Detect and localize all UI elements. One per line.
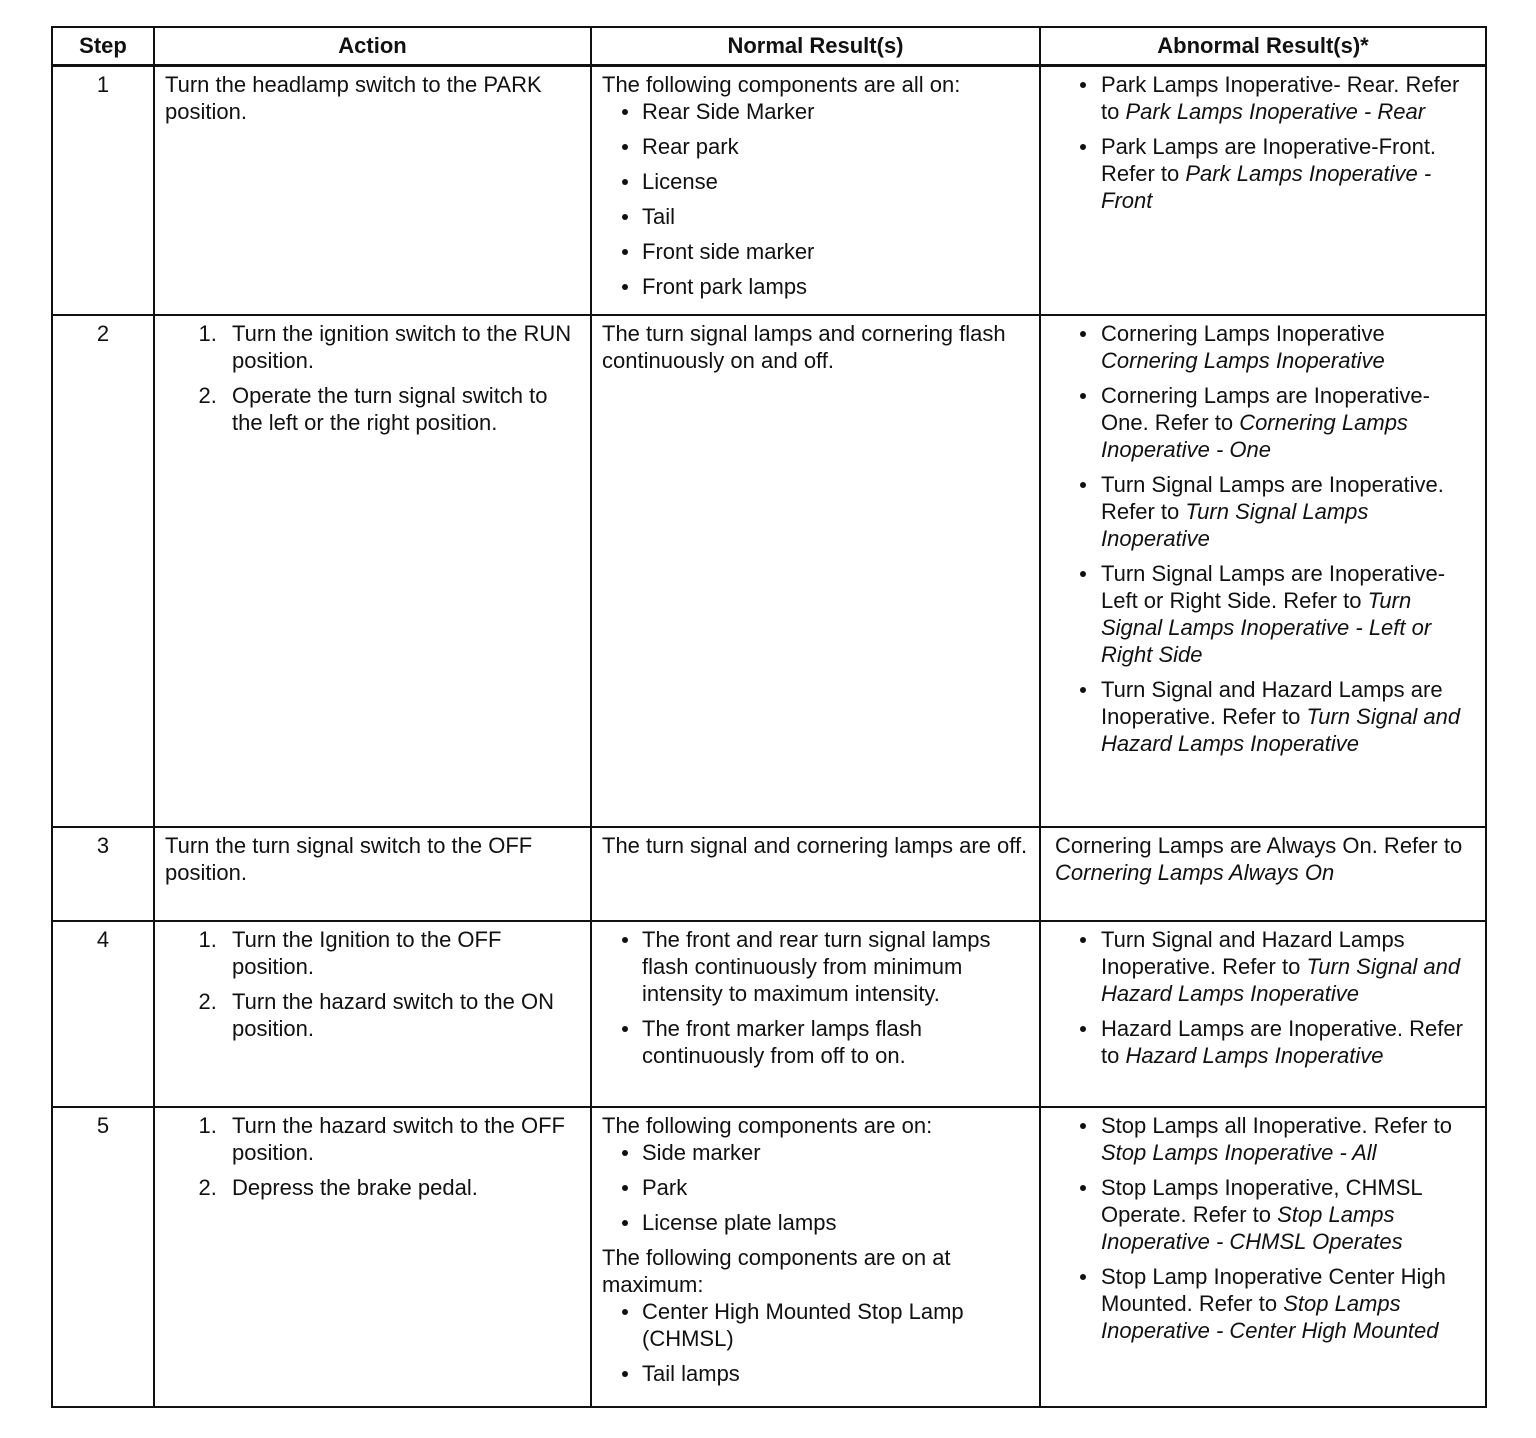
list-item [1101,1112,1475,1166]
list-item [1101,676,1475,757]
list-item: 1. Turn the hazard switch to the OFF position. [223,1112,580,1166]
table-row [52,66,1486,316]
reference-link[interactable]: Turn Signal Lamps Inoperative - Left or Right Side [1101,588,1432,667]
action-cell [154,921,591,1107]
list-item: License [642,168,1029,195]
abnormal-list [1051,1112,1475,1344]
list-item: 2. Operate the turn signal switch to the left or the right position. [223,382,580,436]
step-number: 5 [52,1107,154,1407]
normal-text: The turn signal and cornering lamps are off. [602,833,1028,858]
list-item: The front marker lamps flash continuously from off to on. [642,1015,1029,1069]
abnormal-text: Turn Signal Lamps are Inoperative. Refer to [1101,472,1444,524]
normal-list-maximum [602,1298,1029,1387]
abnormal-text: Cornering Lamps are Always On. Refer to [1055,833,1463,858]
step-number: 1 [52,66,154,316]
reference-link[interactable]: Park Lamps Inoperative - Front [1101,161,1432,213]
list-item: Tail lamps [642,1360,1029,1387]
action-steps [165,926,580,1042]
list-item: 2. Depress the brake pedal. [223,1174,580,1201]
abnormal-text: Stop Lamps Inoperative, CHMSL Operate. Refer to [1101,1175,1422,1227]
abnormal-text: Stop Lamps all Inoperative. Refer to [1101,1113,1452,1138]
list-item [1101,471,1475,552]
abnormal-text: Park Lamps are Inoperative-Front. Refer to [1101,134,1437,186]
abnormal-result-cell [1040,1107,1486,1407]
action-cell [154,827,591,921]
step-number: 3 [52,827,154,921]
list-item: License plate lamps [642,1209,1029,1236]
abnormal-list [1051,926,1475,1069]
normal-list [602,98,1029,300]
table-row [52,827,1486,921]
reference-link[interactable]: Turn Signal Lamps Inoperative [1101,499,1369,551]
abnormal-text: Hazard Lamps are Inoperative. Refer to [1101,1016,1463,1068]
list-item [1101,926,1475,1007]
table-row [52,315,1486,827]
abnormal-text: Turn Signal Lamps are Inoperative-Left or Right Side. Refer to [1101,561,1446,613]
abnormal-text: Stop Lamp Inoperative Center High Mounted. Refer to [1101,1264,1446,1316]
reference-link[interactable]: Stop Lamps Inoperative - All [1101,1140,1377,1165]
list-item: 1. Turn the ignition switch to the RUN position. [223,320,580,374]
reference-link[interactable]: Stop Lamps Inoperative - Center High Mounted [1101,1291,1439,1343]
abnormal-result-cell [1040,827,1486,921]
list-item [1101,1015,1475,1069]
list-item: 2. Turn the hazard switch to the ON position. [223,988,580,1042]
action-steps [165,1112,580,1201]
table-row [52,921,1486,1107]
abnormal-result-cell [1040,315,1486,827]
reference-link[interactable]: Stop Lamps Inoperative - CHMSL Operates [1101,1202,1403,1254]
abnormal-result-cell [1040,921,1486,1107]
normal-text: The turn signal lamps and cornering flash continuously on and off. [602,321,1006,373]
abnormal-text: Turn Signal and Hazard Lamps are Inoperative. Refer to [1101,677,1443,729]
list-item [1101,1263,1475,1344]
list-item: The front and rear turn signal lamps flash continuously from minimum intensity to maximum intensity. [642,926,1029,1007]
normal-intro-maximum: The following components are on at maximum: [602,1245,951,1297]
header-action: Action [154,27,591,66]
header-row [52,27,1486,66]
list-item [1101,320,1475,374]
reference-link[interactable]: Turn Signal and Hazard Lamps Inoperative [1101,704,1461,756]
normal-result-cell [591,315,1040,827]
list-item: Center High Mounted Stop Lamp (CHMSL) [642,1298,1029,1352]
action-steps [165,320,580,436]
diagnostic-table [51,26,1487,1408]
normal-result-cell [591,827,1040,921]
normal-result-cell [591,921,1040,1107]
reference-link[interactable]: Cornering Lamps Inoperative [1101,348,1385,373]
list-item: Tail [642,203,1029,230]
header-step: Step [52,27,154,66]
list-item: Park [642,1174,1029,1201]
normal-list [602,926,1029,1069]
abnormal-list [1051,71,1475,214]
action-cell [154,1107,591,1407]
reference-link[interactable]: Hazard Lamps Inoperative [1125,1043,1384,1068]
abnormal-result-cell [1040,66,1486,316]
step-number: 4 [52,921,154,1107]
normal-result-cell [591,66,1040,316]
normal-list [602,1139,1029,1236]
reference-link[interactable]: Cornering Lamps Inoperative - One [1101,410,1408,462]
list-item: Rear Side Marker [642,98,1029,125]
reference-link[interactable]: Cornering Lamps Always On [1055,860,1335,885]
abnormal-text: Cornering Lamps are Inoperative-One. Refer to [1101,383,1430,435]
reference-link[interactable]: Turn Signal and Hazard Lamps Inoperative [1101,954,1461,1006]
action-cell [154,315,591,827]
normal-intro: The following components are on: [602,1113,933,1138]
header-normal-results: Normal Result(s) [591,27,1040,66]
list-item: Front park lamps [642,273,1029,300]
list-item [1101,1174,1475,1255]
action-text: Turn the turn signal switch to the OFF position. [165,833,533,885]
abnormal-text: Cornering Lamps Inoperative [1101,321,1385,346]
list-item [1101,71,1475,125]
action-text: Turn the headlamp switch to the PARK position. [165,72,542,124]
list-item: Front side marker [642,238,1029,265]
step-number: 2 [52,315,154,827]
reference-link[interactable]: Park Lamps Inoperative - Rear [1125,99,1426,124]
header-abnormal-results: Abnormal Result(s)* [1040,27,1486,66]
abnormal-list [1051,320,1475,757]
action-cell [154,66,591,316]
abnormal-text: Park Lamps Inoperative- Rear. Refer to [1101,72,1460,124]
table-row [52,1107,1486,1407]
list-item [1101,560,1475,668]
list-item: Side marker [642,1139,1029,1166]
list-item [1101,382,1475,463]
normal-intro: The following components are all on: [602,72,961,97]
list-item [1101,133,1475,214]
abnormal-text: Turn Signal and Hazard Lamps Inoperative. Refer to [1101,927,1405,979]
normal-result-cell [591,1107,1040,1407]
list-item: Rear park [642,133,1029,160]
list-item: 1. Turn the Ignition to the OFF position. [223,926,580,980]
